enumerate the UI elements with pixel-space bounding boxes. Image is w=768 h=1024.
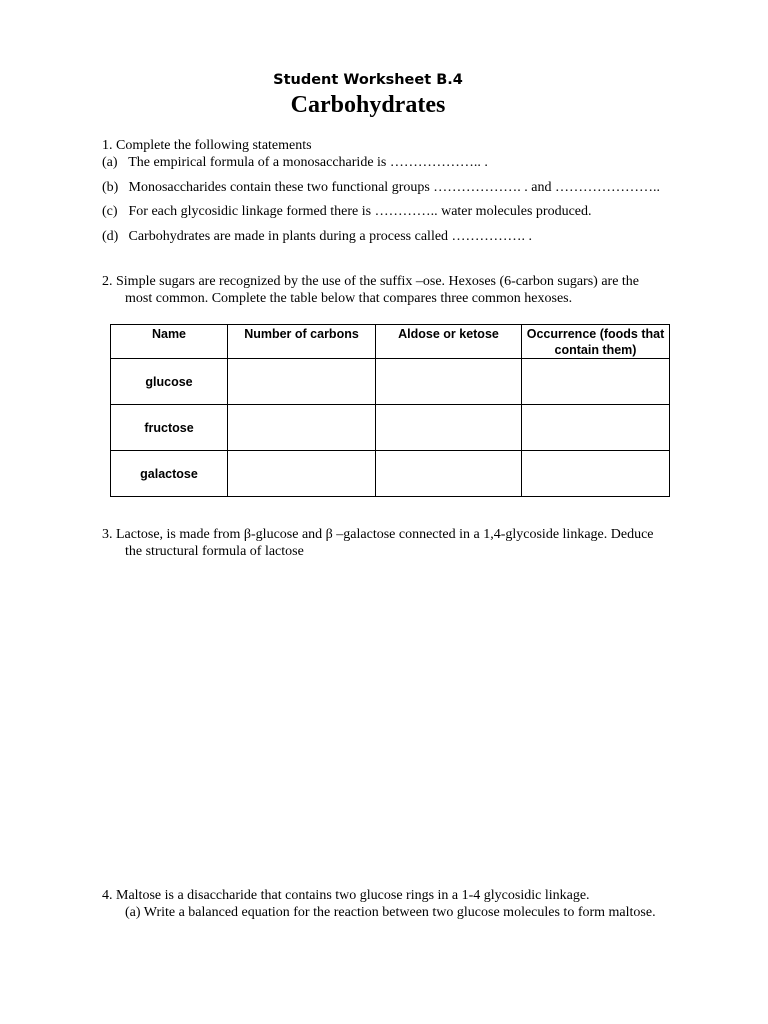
header-number-of-carbons: Number of carbons	[228, 325, 376, 359]
table-row	[111, 405, 670, 451]
answer-cell[interactable]	[522, 451, 670, 497]
question-3-line-1: 3. Lactose, is made from β-glucose and β –galactose connected in a 1,4-glycoside linkage. Deduce	[102, 527, 654, 542]
answer-cell[interactable]	[228, 359, 376, 405]
question-3-line-2: the structural formula of lactose	[125, 544, 304, 559]
question-2-line-2: most common. Complete the table below that compares three common hexoses.	[125, 291, 573, 306]
question-1d	[102, 229, 532, 245]
table-row	[111, 451, 670, 497]
question-1-intro: 1. Complete the following statements	[102, 138, 312, 153]
answer-cell[interactable]	[228, 405, 376, 451]
hexose-table	[110, 324, 670, 497]
answer-cell[interactable]	[376, 359, 522, 405]
cell-sugar-name: fructose	[111, 405, 228, 451]
header-name: Name	[111, 325, 228, 359]
answer-cell[interactable]	[376, 405, 522, 451]
question-1c	[102, 204, 592, 220]
question-4-line-1: 4. Maltose is a disaccharide that contains two glucose rings in a 1-4 glycosidic linkage.	[102, 888, 590, 903]
answer-cell[interactable]	[522, 359, 670, 405]
answer-cell[interactable]	[228, 451, 376, 497]
question-1b	[102, 180, 660, 196]
item-text: Carbohydrates are made in plants during a process called ……………. .	[128, 229, 533, 244]
question-4-line-2: (a) Write a balanced equation for the reaction between two glucose molecules to form maltose.	[125, 905, 656, 920]
item-label: (d)	[102, 229, 119, 244]
answer-cell[interactable]	[376, 451, 522, 497]
table-row	[111, 359, 670, 405]
worksheet-subtitle: Student Worksheet B.4	[273, 72, 463, 88]
item-text: The empirical formula of a monosaccharide is ……………….. .	[128, 155, 488, 170]
cell-sugar-name: glucose	[111, 359, 228, 405]
header-occurrence: Occurrence (foods that contain them)	[522, 325, 670, 359]
item-label: (c)	[102, 204, 118, 219]
table-header-row	[111, 325, 670, 359]
cell-sugar-name: galactose	[111, 451, 228, 497]
question-2-line-1: 2. Simple sugars are recognized by the use of the suffix –ose. Hexoses (6-carbon sugars) are the	[102, 274, 640, 289]
answer-cell[interactable]	[522, 405, 670, 451]
page-title: Carbohydrates	[290, 92, 446, 118]
question-1a	[102, 155, 488, 171]
item-text: Monosaccharides contain these two functional groups ………………. . and …………………..	[128, 180, 661, 195]
header-aldose-or-ketose: Aldose or ketose	[376, 325, 522, 359]
item-label: (b)	[102, 180, 119, 195]
item-text: For each glycosidic linkage formed there is ………….. water molecules produced.	[128, 204, 592, 219]
item-label: (a)	[102, 155, 118, 170]
